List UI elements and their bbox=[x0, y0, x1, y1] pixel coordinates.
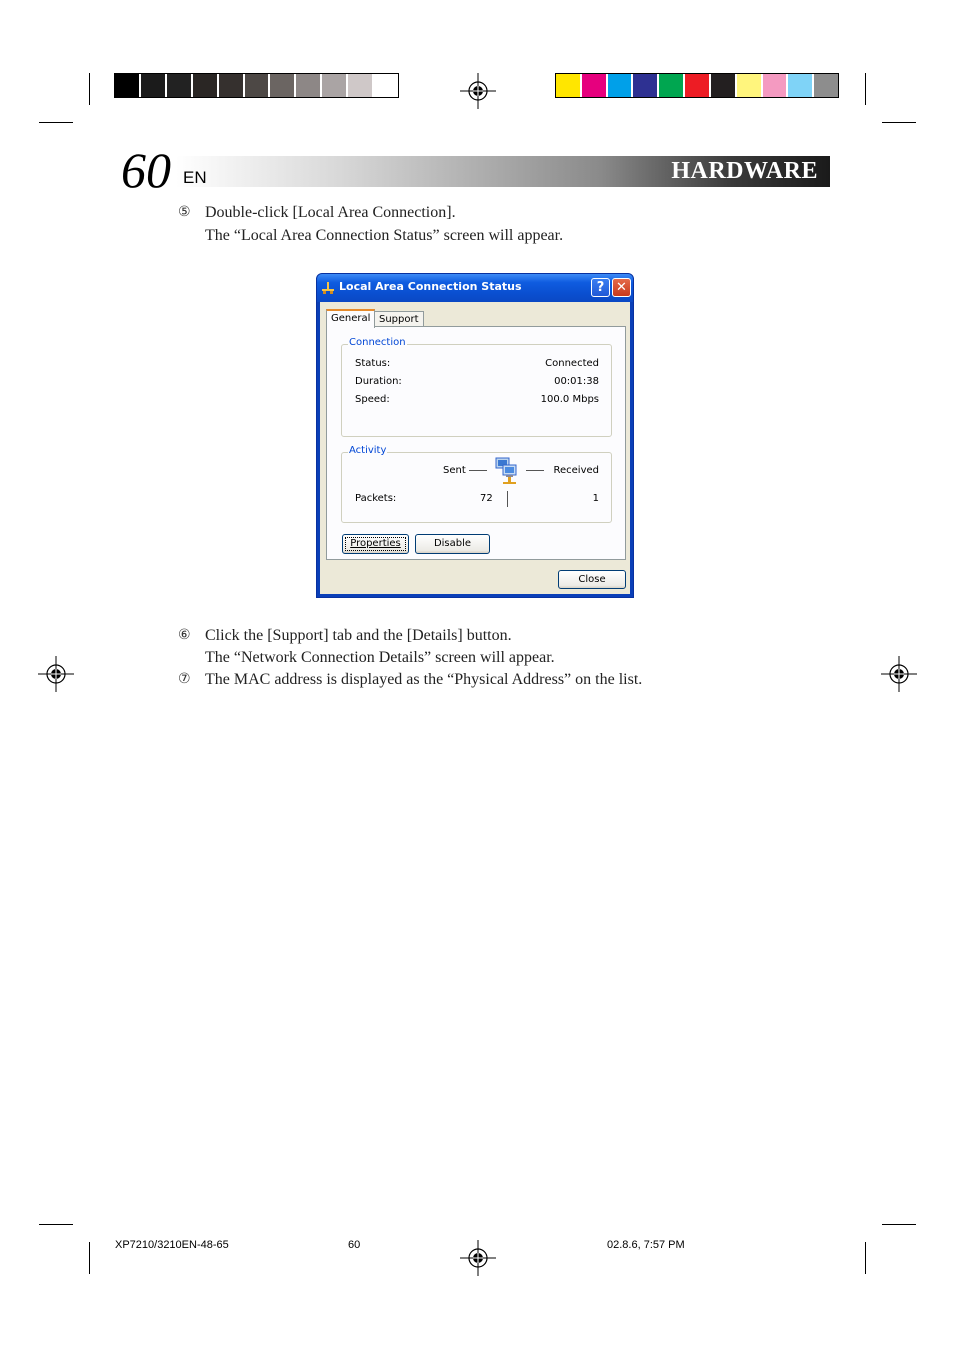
duration-value: 00:01:38 bbox=[554, 376, 599, 387]
crop-mark bbox=[865, 73, 866, 105]
crop-mark bbox=[882, 1224, 916, 1225]
step-text: Click the [Support] tab and the [Details] button. bbox=[205, 627, 512, 644]
color-calibration-bar bbox=[555, 73, 839, 98]
color-swatch bbox=[167, 74, 193, 97]
network-computers-icon bbox=[492, 456, 524, 486]
tab-panel-general bbox=[326, 326, 626, 560]
close-button[interactable]: Close bbox=[558, 570, 626, 589]
footer-page: 60 bbox=[348, 1239, 361, 1251]
color-swatch bbox=[737, 74, 763, 97]
disable-button[interactable]: Disable bbox=[415, 534, 490, 554]
color-swatch bbox=[374, 74, 398, 97]
section-title: HARDWARE bbox=[671, 158, 818, 184]
crop-mark bbox=[89, 1242, 90, 1274]
received-line bbox=[526, 470, 544, 471]
registration-mark-icon bbox=[38, 656, 74, 692]
status-value: Connected bbox=[545, 358, 599, 369]
color-swatch bbox=[763, 74, 789, 97]
properties-button[interactable]: Properties bbox=[342, 534, 409, 554]
speed-value: 100.0 Mbps bbox=[540, 394, 599, 405]
activity-legend: Activity bbox=[349, 445, 387, 456]
registration-mark-icon bbox=[881, 656, 917, 692]
network-connection-icon bbox=[321, 281, 335, 295]
color-swatch bbox=[322, 74, 348, 97]
color-swatch bbox=[711, 74, 737, 97]
duration-label: Duration: bbox=[355, 376, 402, 387]
color-swatch bbox=[219, 74, 245, 97]
connection-legend: Connection bbox=[349, 337, 406, 348]
dialog-title: Local Area Connection Status bbox=[339, 280, 522, 293]
crop-mark bbox=[89, 73, 90, 105]
color-swatch bbox=[608, 74, 634, 97]
crop-mark bbox=[865, 1242, 866, 1274]
page-language: EN bbox=[183, 168, 207, 187]
crop-mark bbox=[882, 122, 916, 123]
crop-mark bbox=[39, 1224, 73, 1225]
step-text: Double-click [Local Area Connection]. bbox=[205, 204, 456, 221]
grayscale-calibration-bar bbox=[114, 73, 399, 98]
registration-mark-icon bbox=[460, 73, 496, 109]
color-swatch bbox=[296, 74, 322, 97]
close-window-button[interactable]: ✕ bbox=[612, 278, 631, 297]
color-swatch bbox=[115, 74, 141, 97]
crop-mark bbox=[39, 122, 73, 123]
activity-group bbox=[341, 445, 612, 523]
dialog-client-area bbox=[320, 302, 630, 594]
color-swatch bbox=[788, 74, 814, 97]
color-swatch bbox=[141, 74, 167, 97]
speed-label: Speed: bbox=[355, 394, 390, 405]
color-swatch bbox=[348, 74, 374, 97]
step-text: The “Local Area Connection Status” screen will appear. bbox=[205, 227, 564, 244]
color-swatch bbox=[270, 74, 296, 97]
step-text: The “Network Connection Details” screen will appear. bbox=[205, 649, 555, 666]
packets-received-value: 1 bbox=[592, 493, 599, 504]
step-number: ⑤ bbox=[178, 204, 191, 220]
registration-mark-icon bbox=[460, 1240, 496, 1276]
footer-timestamp: 02.8.6, 7:57 PM bbox=[607, 1239, 685, 1251]
step-number: ⑥ bbox=[178, 627, 191, 643]
color-swatch bbox=[193, 74, 219, 97]
color-swatch bbox=[685, 74, 711, 97]
color-swatch bbox=[633, 74, 659, 97]
color-swatch bbox=[245, 74, 271, 97]
packets-separator bbox=[507, 491, 508, 507]
received-label: Received bbox=[553, 465, 599, 476]
color-swatch bbox=[582, 74, 608, 97]
sent-line bbox=[469, 470, 487, 471]
color-swatch bbox=[659, 74, 685, 97]
step-text: The MAC address is displayed as the “Physical Address” on the list. bbox=[205, 671, 643, 688]
help-button[interactable]: ? bbox=[591, 278, 610, 297]
page-number: 60 bbox=[121, 142, 171, 198]
color-swatch bbox=[814, 74, 838, 97]
section-header-band bbox=[176, 156, 830, 187]
connection-group bbox=[341, 337, 612, 437]
footer-doc-id: XP7210/3210EN-48-65 bbox=[115, 1239, 229, 1251]
color-swatch bbox=[556, 74, 582, 97]
dialog-titlebar[interactable] bbox=[317, 274, 633, 302]
packets-sent-value: 72 bbox=[480, 493, 493, 504]
status-label: Status: bbox=[355, 358, 391, 369]
tab-support[interactable]: Support bbox=[374, 311, 424, 328]
sent-label: Sent bbox=[443, 465, 466, 476]
step-number: ⑦ bbox=[178, 671, 191, 687]
local-area-connection-status-dialog bbox=[316, 273, 634, 598]
tab-general[interactable]: General bbox=[326, 309, 375, 328]
packets-label: Packets: bbox=[355, 493, 397, 504]
